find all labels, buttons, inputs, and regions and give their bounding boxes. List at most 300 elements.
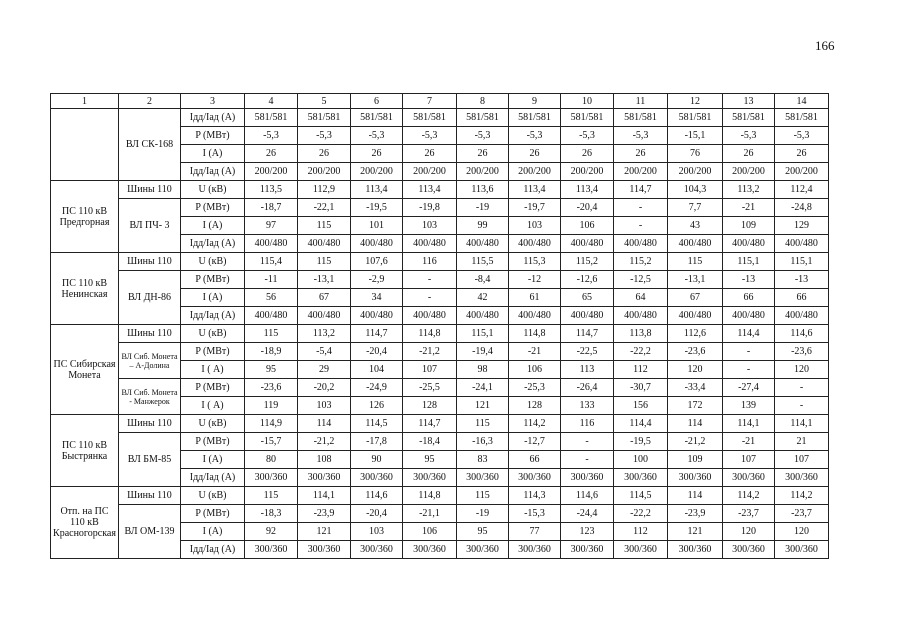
- value-cell: 115: [298, 217, 351, 235]
- value-cell: 400/480: [561, 235, 614, 253]
- value-cell: -18,3: [245, 505, 298, 523]
- value-cell: -15,7: [245, 433, 298, 451]
- value-cell: -12,7: [509, 433, 561, 451]
- value-cell: 97: [245, 217, 298, 235]
- param-cell: Iдд/Iад (А): [181, 541, 245, 559]
- value-cell: 114,7: [351, 325, 403, 343]
- param-cell: I (А): [181, 451, 245, 469]
- value-cell: 114,2: [775, 487, 829, 505]
- value-cell: 106: [403, 523, 457, 541]
- value-cell: -13: [723, 271, 775, 289]
- value-cell: 400/480: [298, 307, 351, 325]
- value-cell: 98: [457, 361, 509, 379]
- value-cell: -8,4: [457, 271, 509, 289]
- value-cell: 121: [668, 523, 723, 541]
- value-cell: 115: [457, 487, 509, 505]
- value-cell: 200/200: [509, 163, 561, 181]
- value-cell: 300/360: [245, 469, 298, 487]
- value-cell: 200/200: [775, 163, 829, 181]
- value-cell: 104,3: [668, 181, 723, 199]
- element-cell: Шины 110: [119, 415, 181, 433]
- value-cell: -5,3: [245, 127, 298, 145]
- value-cell: -24,8: [775, 199, 829, 217]
- value-cell: 400/480: [668, 307, 723, 325]
- value-cell: -19,7: [509, 199, 561, 217]
- value-cell: -22,1: [298, 199, 351, 217]
- table-row: [51, 199, 829, 217]
- value-cell: 113: [561, 361, 614, 379]
- param-cell: I (А): [181, 289, 245, 307]
- value-cell: 300/360: [561, 469, 614, 487]
- value-cell: 115,2: [614, 253, 668, 271]
- param-cell: P (МВт): [181, 433, 245, 451]
- value-cell: -: [775, 379, 829, 397]
- value-cell: 400/480: [561, 307, 614, 325]
- header-cell: 4: [245, 94, 298, 109]
- value-cell: 65: [561, 289, 614, 307]
- value-cell: 112,6: [668, 325, 723, 343]
- element-cell: Шины 110: [119, 325, 181, 343]
- value-cell: 43: [668, 217, 723, 235]
- value-cell: -20,4: [561, 199, 614, 217]
- param-cell: I (А): [181, 217, 245, 235]
- station-cell: ПС 110 кВ Предгорная: [51, 181, 119, 253]
- value-cell: 109: [668, 451, 723, 469]
- value-cell: 400/480: [668, 235, 723, 253]
- header-cell: 9: [509, 94, 561, 109]
- value-cell: 115: [245, 325, 298, 343]
- value-cell: 103: [351, 523, 403, 541]
- element-cell: ВЛ ДН-86: [119, 271, 181, 325]
- value-cell: 114: [668, 487, 723, 505]
- value-cell: 92: [245, 523, 298, 541]
- value-cell: 26: [723, 145, 775, 163]
- value-cell: 112: [614, 361, 668, 379]
- value-cell: 115,1: [775, 253, 829, 271]
- page-number: 166: [815, 38, 835, 53]
- value-cell: -21,2: [668, 433, 723, 451]
- value-cell: 300/360: [245, 541, 298, 559]
- value-cell: -21,1: [403, 505, 457, 523]
- value-cell: 115: [245, 487, 298, 505]
- value-cell: -: [775, 397, 829, 415]
- value-cell: 114,7: [614, 181, 668, 199]
- value-cell: -21,2: [298, 433, 351, 451]
- value-cell: 115,2: [561, 253, 614, 271]
- param-cell: I ( А): [181, 397, 245, 415]
- value-cell: -20,4: [351, 343, 403, 361]
- value-cell: -25,3: [509, 379, 561, 397]
- param-cell: Iдд/Iад (А): [181, 469, 245, 487]
- value-cell: 300/360: [775, 469, 829, 487]
- value-cell: 115,4: [245, 253, 298, 271]
- value-cell: 300/360: [351, 469, 403, 487]
- value-cell: 114,7: [561, 325, 614, 343]
- value-cell: 116: [403, 253, 457, 271]
- value-cell: 26: [561, 145, 614, 163]
- value-cell: 114,5: [614, 487, 668, 505]
- value-cell: 90: [351, 451, 403, 469]
- element-cell: Шины 110: [119, 253, 181, 271]
- value-cell: 400/480: [298, 235, 351, 253]
- element-cell: ВЛ Сиб. Монета - Манжерок: [119, 379, 181, 415]
- param-cell: P (МВт): [181, 505, 245, 523]
- table-row: [51, 433, 829, 451]
- value-cell: 115,1: [723, 253, 775, 271]
- value-cell: -24,4: [561, 505, 614, 523]
- value-cell: 114,6: [561, 487, 614, 505]
- value-cell: -5,3: [351, 127, 403, 145]
- param-cell: P (МВт): [181, 271, 245, 289]
- value-cell: 113,2: [298, 325, 351, 343]
- header-cell: 3: [181, 94, 245, 109]
- value-cell: -19,5: [614, 433, 668, 451]
- station-cell: ПС 110 кВ Быстрянка: [51, 415, 119, 487]
- value-cell: -: [723, 361, 775, 379]
- value-cell: 113,5: [245, 181, 298, 199]
- value-cell: 80: [245, 451, 298, 469]
- value-cell: -22,2: [614, 343, 668, 361]
- value-cell: 114,8: [509, 325, 561, 343]
- value-cell: 114,6: [351, 487, 403, 505]
- value-cell: -23,9: [668, 505, 723, 523]
- value-cell: -13,1: [298, 271, 351, 289]
- value-cell: 115,3: [509, 253, 561, 271]
- value-cell: 26: [298, 145, 351, 163]
- value-cell: -19: [457, 505, 509, 523]
- value-cell: 581/581: [775, 109, 829, 127]
- value-cell: 119: [245, 397, 298, 415]
- value-cell: -5,3: [614, 127, 668, 145]
- value-cell: 26: [403, 145, 457, 163]
- table-row: [51, 379, 829, 397]
- value-cell: 300/360: [298, 541, 351, 559]
- value-cell: 400/480: [457, 235, 509, 253]
- value-cell: 114,7: [403, 415, 457, 433]
- table-row: [51, 487, 829, 505]
- value-cell: 107: [723, 451, 775, 469]
- value-cell: -12: [509, 271, 561, 289]
- value-cell: 400/480: [403, 307, 457, 325]
- value-cell: 115: [298, 253, 351, 271]
- param-cell: I ( А): [181, 361, 245, 379]
- value-cell: 581/581: [561, 109, 614, 127]
- value-cell: 200/200: [561, 163, 614, 181]
- value-cell: -5,4: [298, 343, 351, 361]
- value-cell: -5,3: [298, 127, 351, 145]
- value-cell: 581/581: [614, 109, 668, 127]
- value-cell: 114,5: [351, 415, 403, 433]
- element-cell: ВЛ БМ-85: [119, 433, 181, 487]
- value-cell: 400/480: [775, 235, 829, 253]
- value-cell: 581/581: [403, 109, 457, 127]
- value-cell: -5,3: [561, 127, 614, 145]
- value-cell: 200/200: [614, 163, 668, 181]
- value-cell: 300/360: [509, 469, 561, 487]
- value-cell: -19,4: [457, 343, 509, 361]
- value-cell: 400/480: [351, 307, 403, 325]
- value-cell: -23,6: [668, 343, 723, 361]
- value-cell: -21: [723, 433, 775, 451]
- value-cell: 26: [457, 145, 509, 163]
- station-cell: Отп. на ПС 110 кВ Красногорская: [51, 487, 119, 559]
- value-cell: -19,5: [351, 199, 403, 217]
- value-cell: 400/480: [245, 307, 298, 325]
- element-cell: ВЛ Сиб. Монета – А-Долина: [119, 343, 181, 379]
- param-cell: Iдд/Iад (А): [181, 307, 245, 325]
- header-cell: 5: [298, 94, 351, 109]
- param-cell: U (кВ): [181, 181, 245, 199]
- table-row: [51, 505, 829, 523]
- value-cell: 112,4: [775, 181, 829, 199]
- value-cell: 114,3: [509, 487, 561, 505]
- header-cell: 14: [775, 94, 829, 109]
- param-cell: U (кВ): [181, 325, 245, 343]
- value-cell: 114,4: [614, 415, 668, 433]
- value-cell: 112,9: [298, 181, 351, 199]
- value-cell: 114,8: [403, 487, 457, 505]
- value-cell: 66: [723, 289, 775, 307]
- value-cell: 300/360: [723, 541, 775, 559]
- value-cell: 581/581: [723, 109, 775, 127]
- header-cell: 10: [561, 94, 614, 109]
- value-cell: -18,9: [245, 343, 298, 361]
- value-cell: 300/360: [668, 541, 723, 559]
- value-cell: -23,6: [245, 379, 298, 397]
- value-cell: -19: [457, 199, 509, 217]
- value-cell: 133: [561, 397, 614, 415]
- value-cell: 107: [403, 361, 457, 379]
- value-cell: 101: [351, 217, 403, 235]
- value-cell: 114,8: [403, 325, 457, 343]
- value-cell: 95: [403, 451, 457, 469]
- value-cell: 107: [775, 451, 829, 469]
- value-cell: 300/360: [457, 469, 509, 487]
- value-cell: 121: [298, 523, 351, 541]
- table-row: [51, 325, 829, 343]
- value-cell: 300/360: [457, 541, 509, 559]
- value-cell: -22,2: [614, 505, 668, 523]
- load-flow-table: [50, 93, 829, 559]
- station-cell: ПС Сибирская Монета: [51, 325, 119, 415]
- value-cell: 200/200: [457, 163, 509, 181]
- element-cell: Шины 110: [119, 181, 181, 199]
- value-cell: 67: [668, 289, 723, 307]
- value-cell: -20,2: [298, 379, 351, 397]
- value-cell: 400/480: [775, 307, 829, 325]
- value-cell: -13: [775, 271, 829, 289]
- table-row: [51, 253, 829, 271]
- param-cell: Iдд/Iад (А): [181, 109, 245, 127]
- value-cell: 114,1: [723, 415, 775, 433]
- value-cell: 113,4: [561, 181, 614, 199]
- value-cell: 26: [509, 145, 561, 163]
- value-cell: -33,4: [668, 379, 723, 397]
- value-cell: -24,9: [351, 379, 403, 397]
- value-cell: 108: [298, 451, 351, 469]
- value-cell: 200/200: [668, 163, 723, 181]
- param-cell: I (А): [181, 145, 245, 163]
- value-cell: -26,4: [561, 379, 614, 397]
- value-cell: 83: [457, 451, 509, 469]
- value-cell: 400/480: [723, 307, 775, 325]
- value-cell: -21,2: [403, 343, 457, 361]
- value-cell: 42: [457, 289, 509, 307]
- value-cell: 120: [775, 523, 829, 541]
- value-cell: -: [561, 451, 614, 469]
- value-cell: 112: [614, 523, 668, 541]
- value-cell: 400/480: [509, 307, 561, 325]
- value-cell: 115: [668, 253, 723, 271]
- value-cell: 123: [561, 523, 614, 541]
- value-cell: -20,4: [351, 505, 403, 523]
- value-cell: 120: [775, 361, 829, 379]
- value-cell: 7,7: [668, 199, 723, 217]
- value-cell: 200/200: [245, 163, 298, 181]
- value-cell: 67: [298, 289, 351, 307]
- value-cell: 581/581: [457, 109, 509, 127]
- value-cell: 400/480: [723, 235, 775, 253]
- value-cell: -16,3: [457, 433, 509, 451]
- header-cell: 1: [51, 94, 119, 109]
- value-cell: -5,3: [509, 127, 561, 145]
- value-cell: 300/360: [403, 469, 457, 487]
- value-cell: -17,8: [351, 433, 403, 451]
- value-cell: -21: [723, 199, 775, 217]
- value-cell: 120: [723, 523, 775, 541]
- value-cell: -: [723, 343, 775, 361]
- value-cell: 95: [457, 523, 509, 541]
- value-cell: 114: [668, 415, 723, 433]
- header-cell: 6: [351, 94, 403, 109]
- value-cell: 400/480: [509, 235, 561, 253]
- value-cell: -21: [509, 343, 561, 361]
- value-cell: -5,3: [403, 127, 457, 145]
- value-cell: -5,3: [723, 127, 775, 145]
- value-cell: 100: [614, 451, 668, 469]
- value-cell: 114,1: [298, 487, 351, 505]
- value-cell: 106: [509, 361, 561, 379]
- value-cell: -11: [245, 271, 298, 289]
- value-cell: 200/200: [351, 163, 403, 181]
- value-cell: 104: [351, 361, 403, 379]
- value-cell: 113,4: [509, 181, 561, 199]
- value-cell: -5,3: [457, 127, 509, 145]
- value-cell: 300/360: [775, 541, 829, 559]
- value-cell: -24,1: [457, 379, 509, 397]
- table-row: [51, 415, 829, 433]
- param-cell: Iдд/Iад (А): [181, 235, 245, 253]
- param-cell: I (А): [181, 523, 245, 541]
- value-cell: 26: [775, 145, 829, 163]
- value-cell: 300/360: [723, 469, 775, 487]
- value-cell: 120: [668, 361, 723, 379]
- value-cell: -15,1: [668, 127, 723, 145]
- value-cell: -: [614, 217, 668, 235]
- param-cell: P (МВт): [181, 127, 245, 145]
- element-cell: ВЛ ОМ-139: [119, 505, 181, 559]
- table-row: [51, 343, 829, 361]
- value-cell: 300/360: [561, 541, 614, 559]
- value-cell: 103: [403, 217, 457, 235]
- value-cell: 21: [775, 433, 829, 451]
- header-cell: 11: [614, 94, 668, 109]
- value-cell: 29: [298, 361, 351, 379]
- value-cell: -2,9: [351, 271, 403, 289]
- value-cell: 66: [775, 289, 829, 307]
- value-cell: 128: [403, 397, 457, 415]
- table-row: [51, 271, 829, 289]
- value-cell: -15,3: [509, 505, 561, 523]
- value-cell: 34: [351, 289, 403, 307]
- value-cell: 128: [509, 397, 561, 415]
- value-cell: -30,7: [614, 379, 668, 397]
- value-cell: 113,4: [403, 181, 457, 199]
- param-cell: P (МВт): [181, 343, 245, 361]
- value-cell: 114,2: [723, 487, 775, 505]
- value-cell: 300/360: [509, 541, 561, 559]
- value-cell: 95: [245, 361, 298, 379]
- value-cell: 114,6: [775, 325, 829, 343]
- value-cell: 156: [614, 397, 668, 415]
- value-cell: 61: [509, 289, 561, 307]
- element-cell: Шины 110: [119, 487, 181, 505]
- value-cell: -5,3: [775, 127, 829, 145]
- value-cell: 109: [723, 217, 775, 235]
- param-cell: P (МВт): [181, 379, 245, 397]
- param-cell: P (МВт): [181, 199, 245, 217]
- value-cell: -19,8: [403, 199, 457, 217]
- value-cell: 26: [614, 145, 668, 163]
- value-cell: 56: [245, 289, 298, 307]
- value-cell: 581/581: [509, 109, 561, 127]
- value-cell: 172: [668, 397, 723, 415]
- param-cell: Iдд/Iад (А): [181, 163, 245, 181]
- value-cell: -12,5: [614, 271, 668, 289]
- value-cell: 66: [509, 451, 561, 469]
- value-cell: 300/360: [668, 469, 723, 487]
- header-cell: 2: [119, 94, 181, 109]
- value-cell: 300/360: [614, 469, 668, 487]
- value-cell: 116: [561, 415, 614, 433]
- value-cell: 200/200: [723, 163, 775, 181]
- value-cell: 113,4: [351, 181, 403, 199]
- value-cell: 126: [351, 397, 403, 415]
- value-cell: 26: [351, 145, 403, 163]
- value-cell: -23,7: [723, 505, 775, 523]
- value-cell: 129: [775, 217, 829, 235]
- value-cell: 114: [298, 415, 351, 433]
- value-cell: 113,6: [457, 181, 509, 199]
- value-cell: 114,9: [245, 415, 298, 433]
- value-cell: -18,7: [245, 199, 298, 217]
- header-cell: 7: [403, 94, 457, 109]
- value-cell: -: [403, 289, 457, 307]
- value-cell: 103: [298, 397, 351, 415]
- value-cell: 103: [509, 217, 561, 235]
- value-cell: 581/581: [298, 109, 351, 127]
- value-cell: 113,8: [614, 325, 668, 343]
- value-cell: 581/581: [245, 109, 298, 127]
- header-cell: 13: [723, 94, 775, 109]
- param-cell: U (кВ): [181, 415, 245, 433]
- value-cell: 121: [457, 397, 509, 415]
- value-cell: 99: [457, 217, 509, 235]
- value-cell: 64: [614, 289, 668, 307]
- value-cell: 114,4: [723, 325, 775, 343]
- value-cell: 300/360: [351, 541, 403, 559]
- value-cell: 400/480: [351, 235, 403, 253]
